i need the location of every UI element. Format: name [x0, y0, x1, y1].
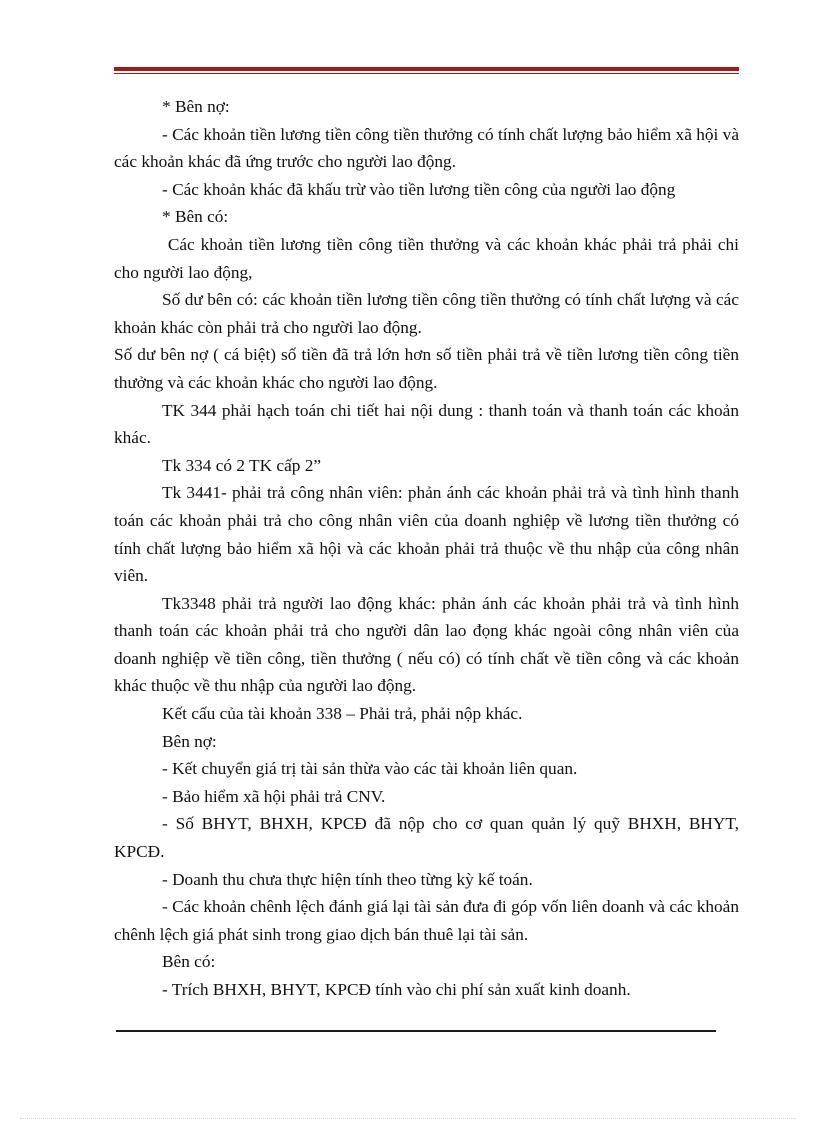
paragraph: Tk 3441- phải trả công nhân viên: phản ánh các khoản phải trả và tình hình thanh toán các khoản phải trả cho công nhân viên của doanh nghiệp về lương tiền thưởng có tính chất lượng bảo hiểm xã hội và các khoản phải trả thuộc về thu nhập của công nhân viên.	[114, 483, 739, 586]
header-rule-thin-line	[114, 73, 739, 74]
paragraph-section-heading: Kết cấu của tài khoản 338 – Phải trả, phải nộp khác.	[162, 704, 523, 724]
paragraph: Các khoản tiền lương tiền công tiền thưởng và các khoản khác phải trả phải chi cho người lao động,	[114, 234, 744, 282]
paragraph: - Các khoản tiền lương tiền công tiền thưởng có tính chất lượng bảo hiểm xã hội và các khoản khác đã ứng trước cho người lao động.	[114, 124, 739, 172]
paragraph-ben-co-heading: Bên có:	[162, 952, 216, 972]
paragraph: Số dư bên có: các khoản tiền lương tiền công tiền thưởng có tính chất lượng và các khoản khác còn phải trả cho người lao động.	[114, 290, 739, 337]
paragraph-ben-no-heading: * Bên nợ:	[162, 97, 230, 116]
paragraph: Tk 334 có 2 TK cấp 2”	[162, 455, 322, 475]
footer-rule	[116, 1030, 716, 1032]
paragraph: TK 344 phải hạch toán chi tiết hai nội dung : thanh toán và thanh toán các khoản khác.	[114, 400, 739, 448]
paragraph-ben-no-heading: Bên nợ:	[162, 731, 217, 751]
paragraph: Tk3348 phải trả người lao động khác: phản ánh các khoản phải trả và tình hình thanh toán các khoản phải trả cho người dân lao đọng khác ngoài công nhân viên của doanh nghiệp về tiền công, tiền thưởng ( nếu có) có tính chất về tiền công và các khoản khác thuộc về thu nhập của người lao động.	[114, 593, 739, 696]
paragraph: - Các khoản khác đã khấu trừ vào tiền lương tiền công của người lao động	[162, 179, 676, 199]
paragraph: - Bảo hiểm xã hội phải trả CNV.	[162, 786, 386, 806]
header-rule	[114, 67, 739, 74]
paragraph: - Kết chuyển giá trị tài sản thừa vào các tài khoản liên quan.	[162, 759, 578, 779]
paragraph: - Số BHYT, BHXH, KPCĐ đã nộp cho cơ quan quản lý quỹ BHXH, BHYT, KPCĐ.	[114, 814, 739, 862]
document-body	[114, 93, 744, 1004]
paragraph: - Doanh thu chưa thực hiện tính theo từng kỳ kế toán.	[162, 869, 533, 889]
paragraph: - Trích BHXH, BHYT, KPCĐ tính vào chi phí sản xuất kinh doanh.	[162, 980, 631, 999]
page-bottom-edge	[20, 1118, 796, 1119]
paragraph: - Các khoản chênh lệch đánh giá lại tài sản đưa đi góp vốn liên doanh và các khoản chênh lệch giá phát sinh trong giao dịch bán thuê lại tài sản.	[114, 897, 739, 944]
paragraph: Số dư bên nợ ( cá biệt) số tiền đã trả lớn hơn số tiền phải trả về tiền lương tiền công tiền thưởng và các khoản khác cho người lao động.	[114, 345, 739, 392]
paragraph-ben-co-heading: * Bên có:	[162, 207, 229, 227]
